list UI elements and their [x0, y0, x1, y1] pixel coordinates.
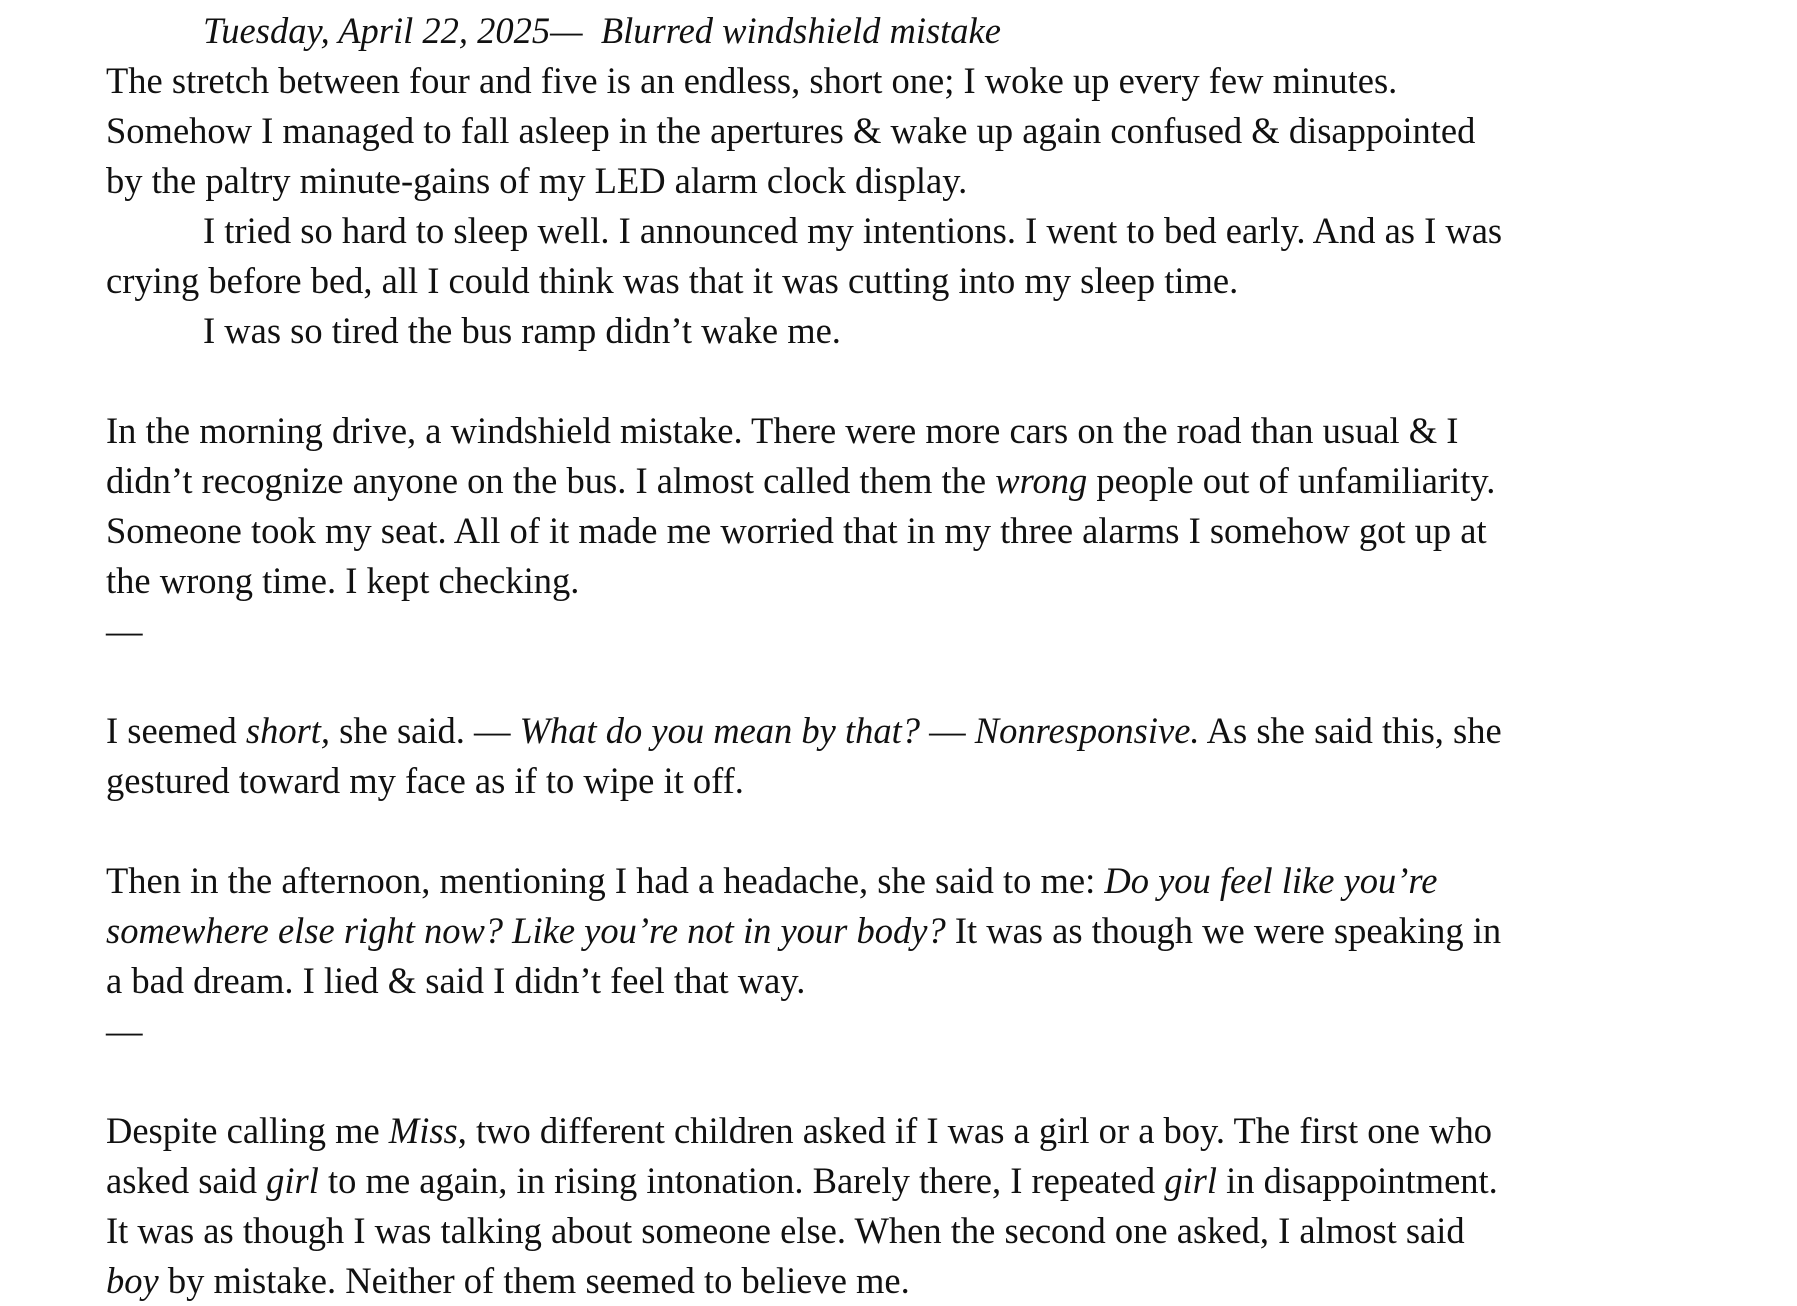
- paragraph-7-emphasis-girl-1: girl: [266, 1160, 319, 1201]
- paragraph-4-emphasis-wrong: wrong: [995, 460, 1088, 501]
- paragraph-5-emphasis-nonresponsive: Nonresponsive.: [974, 710, 1200, 751]
- paragraph-5-text-b: she said. —: [330, 710, 520, 751]
- paragraph-5-text-a: I seemed: [106, 710, 246, 751]
- paragraph-7-text-a: Despite calling me: [106, 1110, 389, 1151]
- paragraph-5-text-c: —: [920, 710, 975, 751]
- paragraph-1: The stretch between four and five is an endless, short one; I woke up every few minutes. Somehow I managed to fall asleep in the apertures & wake up again confused & disappointed by the paltry minute-gains of my LED alarm clock display.: [106, 60, 1476, 201]
- paragraph-gap: [106, 806, 1506, 856]
- paragraph-6-emphasis-quote: Do you feel like you’re somewhere else right now? Like you’re not in your body?: [106, 860, 1438, 951]
- paragraph-7-text-b: , two different children asked if I was a girl or a boy. The first one who asked said: [106, 1110, 1492, 1201]
- paragraph-7-emphasis-miss: Miss: [388, 1110, 458, 1151]
- section-separator: —: [106, 1010, 143, 1051]
- paragraph-7-text-d: in disappointment. It was as though I was talking about someone else. When the second one asked, I almost said: [106, 1160, 1498, 1251]
- paragraph-5: [106, 706, 1506, 806]
- paragraph-4-text-a: In the morning drive, a windshield mistake. There were more cars on the road than usual & I didn’t recognize anyone on the bus. I almost called them the: [106, 410, 1459, 501]
- entry-title: Blurred windshield mistake: [600, 10, 1001, 51]
- entry-heading-dash: —: [550, 10, 583, 51]
- paragraph-6-text-b: It was as though we were speaking in a bad dream. I lied & said I didn’t feel that way.: [106, 910, 1502, 1001]
- journal-page: [106, 6, 1506, 1306]
- paragraph-gap: [106, 356, 1506, 406]
- paragraph-7-emphasis-girl-2: girl: [1164, 1160, 1217, 1201]
- entry-date: Tuesday, April 22, 2025: [203, 10, 551, 51]
- paragraph-gap: [106, 1056, 1506, 1106]
- paragraph-6-text-a: Then in the afternoon, mentioning I had a headache, she said to me:: [106, 860, 1105, 901]
- paragraph-6: [106, 856, 1506, 1006]
- paragraph-7: [106, 1106, 1506, 1306]
- paragraph-7-text-c: to me again, in rising intonation. Barely there, I repeated: [318, 1160, 1165, 1201]
- paragraph-7-emphasis-boy: boy: [106, 1260, 159, 1301]
- paragraph-5-emphasis-question: What do you mean by that?: [519, 710, 921, 751]
- paragraph-5-emphasis-short: short,: [245, 710, 331, 751]
- paragraph-5-text-d: As she said this, she gestured toward my face as if to wipe it off.: [106, 710, 1502, 801]
- paragraph-7-text-e: by mistake. Neither of them seemed to believe me.: [158, 1260, 910, 1301]
- paragraph-2: I tried so hard to sleep well. I announced my intentions. I went to bed early. And as I was crying before bed, all I could think was that it was cutting into my sleep time.: [106, 210, 1503, 301]
- paragraph-gap: [106, 656, 1506, 706]
- paragraph-4-text-b: people out of unfamiliarity. Someone took my seat. All of it made me worried that in my three alarms I somehow got up at the wrong time. I kept checking.: [106, 460, 1496, 601]
- paragraph-3: I was so tired the bus ramp didn’t wake me.: [203, 310, 841, 351]
- entry-heading: [106, 6, 1506, 56]
- section-separator: —: [106, 610, 143, 651]
- paragraph-4: [106, 406, 1506, 606]
